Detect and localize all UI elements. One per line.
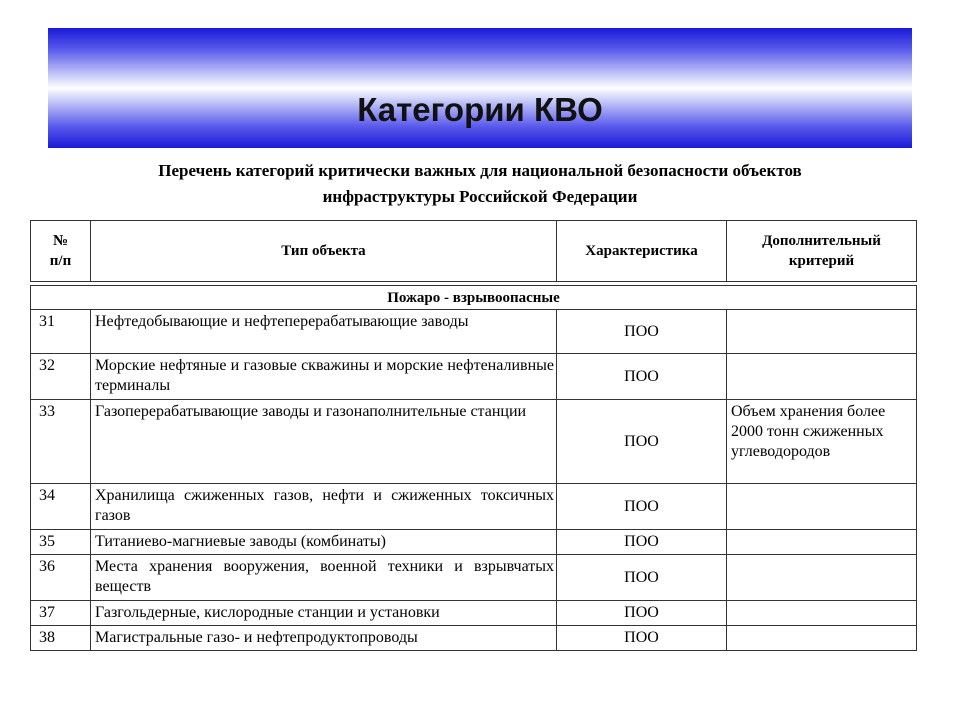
row-number: 36: [31, 555, 91, 601]
row-number: 37: [31, 601, 91, 626]
row-object-type: Хранилища сжиженных газов, нефти и сжиженных токсичных газов: [91, 484, 557, 530]
row-characteristic: ПОО: [557, 400, 727, 484]
table-row: [31, 601, 917, 626]
header-characteristic: Характеристика: [557, 221, 727, 282]
table-row: [31, 354, 917, 400]
row-characteristic: ПОО: [557, 530, 727, 555]
header-number-line-2: п/п: [49, 253, 72, 269]
row-characteristic: ПОО: [557, 601, 727, 626]
table-header: [30, 220, 917, 282]
row-object-type: Магистральные газо- и нефтепродуктопроводы: [91, 626, 557, 651]
table-row: [31, 555, 917, 601]
row-object-type: Места хранения вооружения, военной техники и взрывчатых веществ: [91, 555, 557, 601]
row-criterion: [727, 626, 917, 651]
group-label: Пожаро - взрывоопасные: [31, 286, 917, 310]
subtitle-line-1: Перечень категорий критически важных для национальной безопасности объектов: [158, 161, 802, 180]
row-criterion: [727, 530, 917, 555]
row-criterion: [727, 601, 917, 626]
row-criterion: [727, 555, 917, 601]
title-banner: [48, 28, 912, 148]
row-number: 38: [31, 626, 91, 651]
row-object-type: Титаниево-магниевые заводы (комбинаты): [91, 530, 557, 555]
header-number-line-1: №: [52, 233, 69, 249]
row-characteristic: ПОО: [557, 354, 727, 400]
table-row: [31, 400, 917, 484]
row-number: 32: [31, 354, 91, 400]
row-characteristic: ПОО: [557, 555, 727, 601]
row-criterion: Объем хранения более 2000 тонн сжиженных углеводородов: [727, 400, 917, 484]
table-row: [31, 626, 917, 651]
header-object-type: Тип объекта: [91, 221, 557, 282]
row-criterion: [727, 310, 917, 354]
row-characteristic: ПОО: [557, 626, 727, 651]
slide-subtitle: [30, 158, 930, 210]
row-object-type: Газгольдерные, кислородные станции и установки: [91, 601, 557, 626]
row-object-type: Нефтедобывающие и нефтеперерабатывающие заводы: [91, 310, 557, 354]
row-number: 35: [31, 530, 91, 555]
table-row: [31, 484, 917, 530]
row-characteristic: ПОО: [557, 484, 727, 530]
row-criterion: [727, 484, 917, 530]
table-row: [31, 530, 917, 555]
row-number: 33: [31, 400, 91, 484]
row-number: 34: [31, 484, 91, 530]
table-body: [30, 285, 917, 651]
table-row: [31, 310, 917, 354]
subtitle-line-2: инфраструктуры Российской Федерации: [322, 187, 638, 206]
row-object-type: Газоперерабатывающие заводы и газонаполнительные станции: [91, 400, 557, 484]
header-additional-criterion: [727, 221, 917, 282]
group-row: [31, 286, 917, 310]
slide-title: Категории КВО: [357, 91, 603, 128]
row-criterion: [727, 354, 917, 400]
row-characteristic: ПОО: [557, 310, 727, 354]
row-object-type: Морские нефтяные и газовые скважины и морские нефтеналивные терминалы: [91, 354, 557, 400]
header-criterion-line-1: Дополнительный: [762, 233, 881, 249]
row-number: 31: [31, 310, 91, 354]
header-criterion-line-2: критерий: [788, 253, 855, 269]
header-number: [31, 221, 91, 282]
